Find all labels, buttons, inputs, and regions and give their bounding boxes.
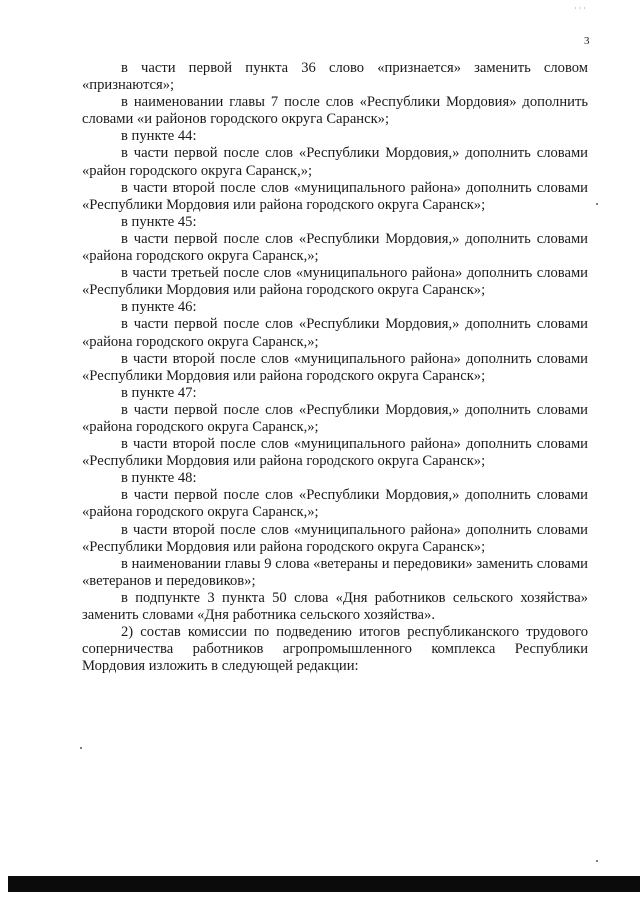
scan-bottom-edge: [8, 876, 640, 892]
document-body: [82, 60, 588, 675]
paragraph: в пункте 44:: [121, 128, 197, 145]
page-number: 3: [584, 35, 590, 47]
paragraph: в пункте 45:: [121, 213, 197, 230]
paragraph: в наименовании главы 9 слова «ветераны и передовики» заменить словами «ветеранов и передовиков»;: [82, 555, 588, 589]
paragraph: в наименовании главы 7 после слов «Республики Мордовия» дополнить словами «и районов городского округа Саранск»;: [82, 94, 588, 128]
paragraph: 2) состав комиссии по подведению итогов республиканского трудового соперничества работников агропромышленного комплекса Республики Мордовия изложить в следующей редакции:: [82, 624, 588, 675]
paragraph: в части первой после слов «Республики Мордовия,» дополнить словами «района городского округа Саранск,»;: [82, 230, 588, 265]
paragraph: в части первой после слов «Республики Мордовия,» дополнить словами «района городского округа Саранск,»;: [82, 487, 588, 521]
paragraph: в части второй после слов «муниципального района» дополнить словами «Республики Мордовия или района городского округа Саранск»;: [82, 179, 588, 213]
paragraph: в пункте 46:: [121, 299, 197, 316]
paragraph: в части второй после слов «муниципального района» дополнить словами «Республики Мордовия или района городского округа Саранск»;: [82, 436, 588, 470]
paragraph: в части третьей после слов «муниципального района» дополнить словами «Республики Мордовия или района городского округа Саранск»;: [82, 265, 588, 299]
scan-speck: [596, 860, 598, 862]
scan-corner-marks: · · ·: [574, 4, 586, 13]
paragraph: в части второй после слов «муниципального района» дополнить словами «Республики Мордовия или района городского округа Саранск»;: [82, 350, 588, 384]
scan-speck: [80, 747, 82, 749]
paragraph: в пункте 47:: [121, 384, 197, 401]
paragraph: в части первой после слов «Республики Мордовия,» дополнить словами «район городского округа Саранск,»;: [82, 145, 588, 179]
paragraph: в части первой после слов «Республики Мордовия,» дополнить словами «района городского округа Саранск,»;: [82, 316, 588, 350]
paragraph: в пункте 48:: [121, 470, 197, 487]
paragraph: в части первой пункта 36 слово «признается» заменить словом «признаются»;: [82, 60, 588, 94]
paragraph: в подпункте 3 пункта 50 слова «Дня работников сельского хозяйства» заменить словами «Дня работника сельского хозяйства».: [82, 589, 588, 623]
paragraph: в части первой после слов «Республики Мордовия,» дополнить словами «района городского округа Саранск,»;: [82, 401, 588, 435]
scan-speck: [596, 203, 598, 205]
paragraph: в части второй после слов «муниципального района» дополнить словами «Республики Мордовия или района городского округа Саранск»;: [82, 521, 588, 555]
